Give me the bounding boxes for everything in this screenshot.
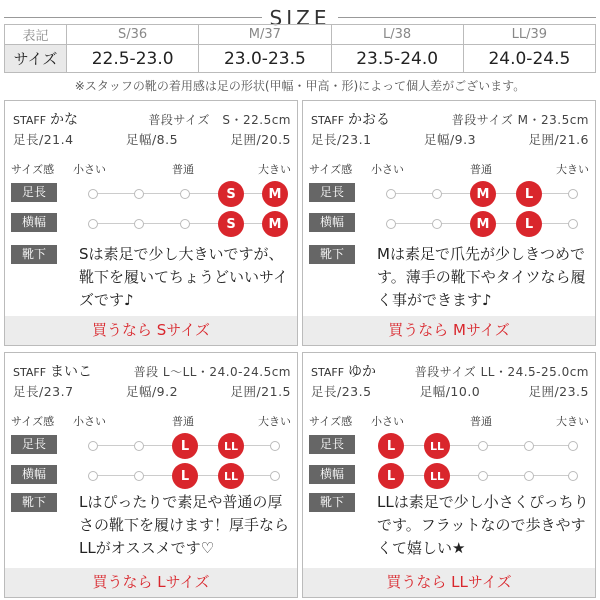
foot-measurements — [311, 130, 589, 148]
size-table-cell: 23.5-24.0 — [331, 45, 463, 73]
foot-girth: 足囲/21.5 — [230, 384, 291, 399]
length-row-tag: 足長 — [11, 183, 57, 202]
socks-tag: 靴下 — [309, 245, 355, 264]
big-label: 大きい — [258, 163, 291, 176]
length-row-size-mark: S — [218, 181, 244, 207]
recommend-banner: 買うなら Sサイズ — [5, 316, 297, 345]
length-row-scale-dot — [270, 441, 280, 451]
usual-size: 普段サイズ M・23.5cm — [451, 113, 589, 127]
width-row-scale-dot — [568, 471, 578, 481]
width-row-scale-dot — [180, 219, 190, 229]
length-row-scale-dot — [134, 441, 144, 451]
staff-comment: Mは素足で爪先が少しきつめです。薄手の靴下やタイツなら履く事ができます♪ — [377, 245, 586, 309]
foot-width: 足幅/9.2 — [125, 384, 179, 399]
title-rule-right — [338, 17, 596, 18]
big-label: 大きい — [556, 415, 589, 428]
width-row-tag: 横幅 — [11, 213, 57, 232]
size-table-cell: 23.0-23.5 — [199, 45, 331, 73]
length-row-size-mark: L — [516, 181, 542, 207]
staff-card — [302, 352, 596, 598]
length-row-scale-dot — [88, 189, 98, 199]
size-table-value-row — [5, 45, 596, 73]
staff-card — [302, 100, 596, 346]
size-chart-title: SIZE — [269, 6, 331, 30]
recommend-banner: 買うなら Mサイズ — [303, 316, 595, 345]
length-row-scale-dot — [524, 441, 534, 451]
size-table — [4, 24, 596, 73]
length-row-scale-dot — [432, 189, 442, 199]
socks-tag: 靴下 — [11, 245, 57, 264]
length-row-size-mark: M — [470, 181, 496, 207]
length-row-size-mark: LL — [218, 433, 244, 459]
length-row-tag: 足長 — [11, 435, 57, 454]
width-row-tag: 横幅 — [309, 465, 355, 484]
title-rule-left — [4, 17, 262, 18]
size-table-column: S/36 — [67, 25, 199, 45]
size-table-column: L/38 — [331, 25, 463, 45]
small-label: 小さい — [371, 163, 404, 176]
width-row-tag: 横幅 — [309, 213, 355, 232]
length-row-scale-dot — [568, 189, 578, 199]
length-row-size-mark: M — [262, 181, 288, 207]
size-feel-label: サイズ感 — [11, 163, 55, 176]
size-table-cell: 22.5-23.0 — [67, 45, 199, 73]
width-row-scale-dot — [88, 219, 98, 229]
normal-label: 普通 — [470, 163, 492, 176]
width-row-scale-dot — [432, 219, 442, 229]
size-table-column: M/37 — [199, 25, 331, 45]
size-table-header-row — [5, 25, 596, 45]
usual-size: 普段サイズ S・22.5cm — [148, 113, 291, 127]
staff-name: かおる — [348, 112, 391, 128]
width-row-scale-dot — [88, 471, 98, 481]
staff-comment: LLは素足で少し小さくぴっちりです。フラットなので歩きやすくて嬉しい★ — [377, 493, 589, 557]
staff-name: かな — [50, 112, 79, 128]
length-row-tag: 足長 — [309, 183, 355, 202]
staff-name: まいこ — [50, 364, 93, 380]
small-label: 小さい — [73, 163, 106, 176]
size-table-header-label: 表記 — [5, 25, 67, 45]
normal-label: 普通 — [172, 163, 194, 176]
staff-card — [4, 352, 298, 598]
foot-length: 足長/23.5 — [311, 384, 372, 399]
foot-width: 足幅/9.3 — [423, 132, 477, 147]
staff-header — [13, 109, 291, 127]
foot-width: 足幅/10.0 — [419, 384, 481, 399]
length-row-scale-dot — [134, 189, 144, 199]
length-row-scale-dot — [180, 189, 190, 199]
width-row-tag: 横幅 — [11, 465, 57, 484]
width-row-scale-dot — [386, 219, 396, 229]
fit-note: ※スタッフの靴の着用感は足の形状(甲幅・甲高・形)によって個人差がございます。 — [74, 79, 526, 93]
socks-tag: 靴下 — [309, 493, 355, 512]
width-row-scale-dot — [134, 471, 144, 481]
width-row-scale-dot — [478, 471, 488, 481]
width-row-scale-dot — [524, 471, 534, 481]
size-table-column: LL/39 — [463, 25, 595, 45]
staff-header — [311, 361, 589, 379]
length-row-tag: 足長 — [309, 435, 355, 454]
foot-measurements — [311, 382, 589, 400]
staff-label: STAFF — [311, 114, 345, 127]
width-row-size-mark: L — [516, 211, 542, 237]
small-label: 小さい — [73, 415, 106, 428]
big-label: 大きい — [258, 415, 291, 428]
width-row-scale-dot — [270, 471, 280, 481]
staff-header — [13, 361, 291, 379]
length-row-size-mark: L — [172, 433, 198, 459]
staff-comment: Lはぴったりで素足や普通の厚さの靴下を履けます！厚手ならLLがオススメです♡ — [79, 493, 290, 557]
width-row-size-mark: L — [172, 463, 198, 489]
foot-measurements — [13, 382, 291, 400]
width-row-size-mark: M — [470, 211, 496, 237]
length-row-scale-dot — [568, 441, 578, 451]
width-row-size-mark: LL — [424, 463, 450, 489]
length-row-size-mark: L — [378, 433, 404, 459]
staff-label: STAFF — [13, 114, 47, 127]
length-row-scale-dot — [88, 441, 98, 451]
length-row-scale-dot — [478, 441, 488, 451]
staff-card — [4, 100, 298, 346]
foot-length: 足長/23.7 — [13, 384, 74, 399]
staff-header — [311, 109, 589, 127]
width-row-size-mark: L — [378, 463, 404, 489]
normal-label: 普通 — [172, 415, 194, 428]
foot-girth: 足囲/20.5 — [230, 132, 291, 147]
width-row-size-mark: M — [262, 211, 288, 237]
normal-label: 普通 — [470, 415, 492, 428]
size-table-row-label: サイズ — [5, 45, 67, 73]
width-row-size-mark: LL — [218, 463, 244, 489]
size-feel-label: サイズ感 — [309, 415, 353, 428]
usual-size: 普段 L〜LL・24.0-24.5cm — [133, 365, 291, 379]
recommend-banner: 買うなら LLサイズ — [303, 568, 595, 597]
small-label: 小さい — [371, 415, 404, 428]
foot-length: 足長/21.4 — [13, 132, 74, 147]
big-label: 大きい — [556, 163, 589, 176]
socks-tag: 靴下 — [11, 493, 57, 512]
width-row-size-mark: S — [218, 211, 244, 237]
staff-label: STAFF — [311, 366, 345, 379]
foot-width: 足幅/8.5 — [125, 132, 179, 147]
width-row-scale-dot — [134, 219, 144, 229]
length-row-scale-dot — [386, 189, 396, 199]
usual-size: 普段サイズ LL・24.5-25.0cm — [414, 365, 589, 379]
foot-girth: 足囲/23.5 — [528, 384, 589, 399]
staff-comment: Sは素足で少し大きいですが、靴下を履いてちょうどいいサイズです♪ — [79, 245, 288, 309]
foot-length: 足長/23.1 — [311, 132, 372, 147]
foot-girth: 足囲/21.6 — [528, 132, 589, 147]
recommend-banner: 買うなら Lサイズ — [5, 568, 297, 597]
staff-label: STAFF — [13, 366, 47, 379]
size-feel-label: サイズ感 — [309, 163, 353, 176]
staff-name: ゆか — [348, 364, 377, 380]
foot-measurements — [13, 130, 291, 148]
length-row-size-mark: LL — [424, 433, 450, 459]
size-feel-label: サイズ感 — [11, 415, 55, 428]
width-row-scale-dot — [568, 219, 578, 229]
size-table-cell: 24.0-24.5 — [463, 45, 595, 73]
